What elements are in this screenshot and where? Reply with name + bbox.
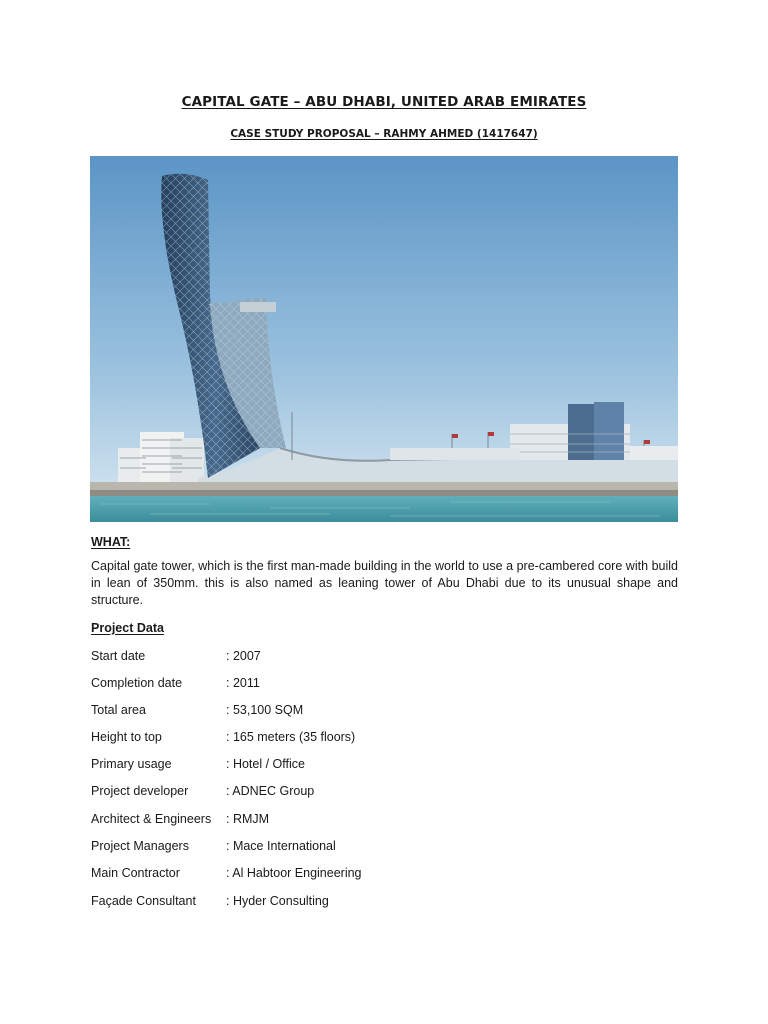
project-data-row	[91, 675, 678, 691]
project-data-value: : Hotel / Office	[226, 757, 305, 771]
project-data-row	[91, 702, 678, 718]
project-data-value: : 53,100 SQM	[226, 703, 304, 717]
project-data-value: : Mace International	[226, 839, 336, 853]
capital-gate-photo-illustration	[90, 156, 678, 522]
project-data-row	[91, 783, 678, 799]
project-data-label: Façade Consultant	[91, 894, 196, 908]
project-data-row	[91, 811, 678, 827]
project-data-row	[91, 865, 678, 881]
project-data-value: : ADNEC Group	[226, 784, 315, 798]
project-data-value: : RMJM	[226, 812, 270, 826]
project-data-value: : 2011	[226, 676, 260, 690]
project-data-row	[91, 756, 678, 772]
project-data-row	[91, 729, 678, 745]
project-data-value: : Hyder Consulting	[226, 894, 329, 908]
document-subtitle	[0, 128, 768, 140]
project-data-row	[91, 648, 678, 664]
project-data-label: Project developer	[91, 784, 189, 798]
what-heading: WHAT:	[91, 535, 131, 549]
document-title-text: CAPITAL GATE – ABU DHABI, UNITED ARAB EMIRATES	[181, 94, 587, 110]
project-data-label: Start date	[91, 649, 146, 663]
project-data-label: Main Contractor	[91, 866, 180, 880]
project-data-label: Total area	[91, 703, 146, 717]
project-data-heading: Project Data	[91, 621, 164, 635]
project-data-label: Project Managers	[91, 839, 189, 853]
project-data-label: Height to top	[91, 730, 162, 744]
capital-gate-photo	[90, 156, 678, 522]
document-title	[0, 94, 768, 110]
project-data-value: : Al Habtoor Engineering	[226, 866, 362, 880]
what-paragraph: Capital gate tower, which is the first man-made building in the world to use a pre-cambered core with build in lean of 350mm. this is also named as leaning tower of Abu Dhabi due to its unusual shape and structure.	[91, 559, 678, 607]
project-data-value: : 165 meters (35 floors)	[226, 730, 356, 744]
project-data-row	[91, 893, 678, 909]
project-data-label: Architect & Engineers	[91, 812, 212, 826]
project-data-row	[91, 838, 678, 854]
project-data-label: Primary usage	[91, 757, 172, 771]
project-data-label: Completion date	[91, 676, 183, 690]
document-subtitle-text: CASE STUDY PROPOSAL – RAHMY AHMED (1417647)	[230, 128, 538, 140]
project-data-value: : 2007	[226, 649, 261, 663]
